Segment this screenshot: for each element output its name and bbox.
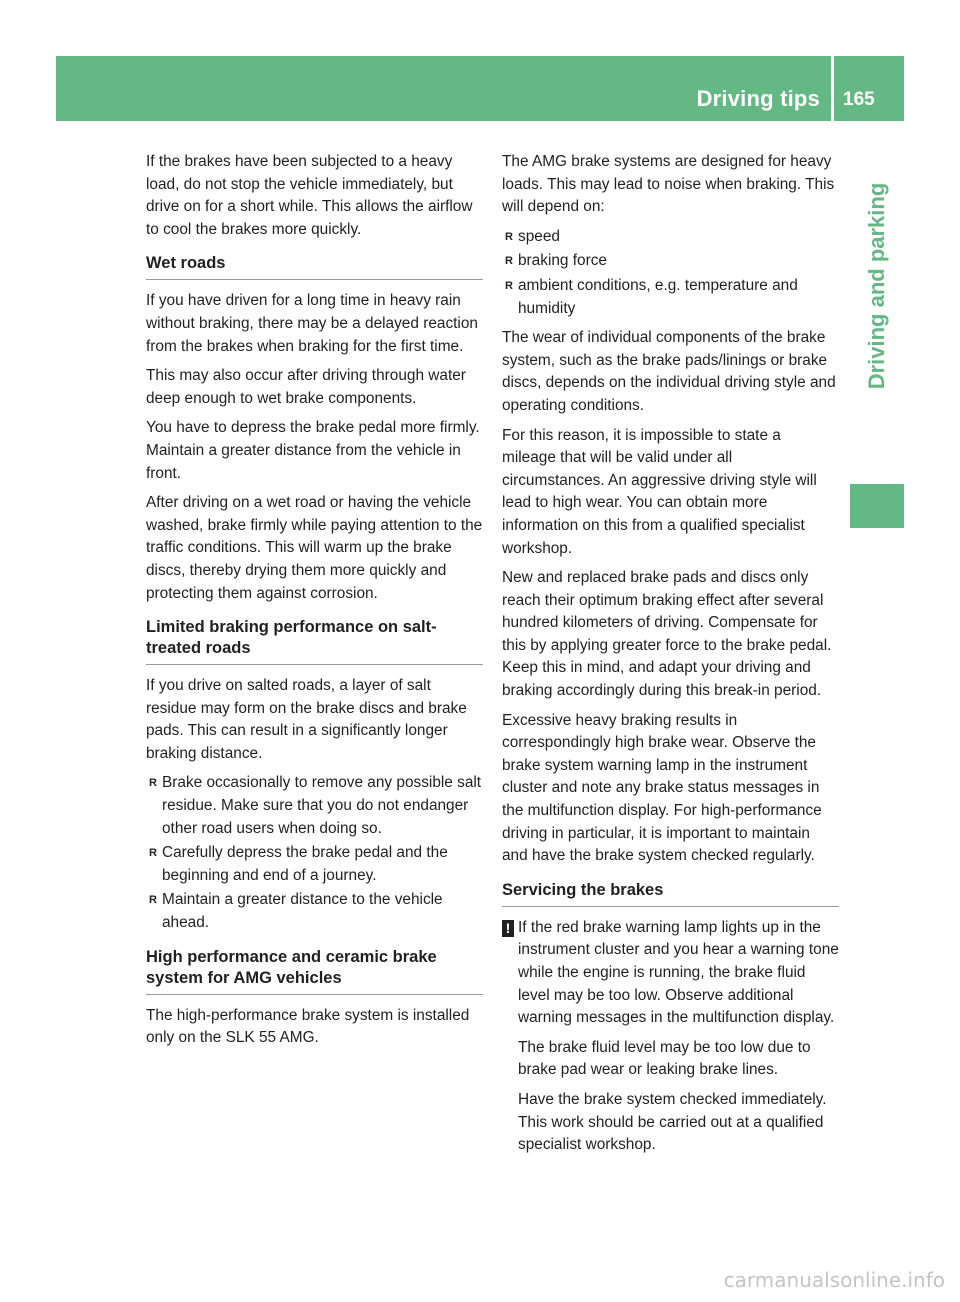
- page-number: 165: [843, 89, 875, 110]
- heading-salt-roads: Limited braking performance on salt-treated roads: [146, 617, 483, 665]
- watermark: carmanualsonline.info: [723, 1268, 945, 1292]
- intro-paragraph: If the brakes have been subjected to a heavy load, do not stop the vehicle immediately, but drive on for a short while. This allows the airflow to cool the brakes more quickly.: [146, 153, 473, 238]
- bullet-list: [146, 772, 483, 934]
- intro-paragraph: The AMG brake systems are designed for heavy loads. This may lead to noise when braking. This will depend on:: [502, 153, 835, 216]
- paragraph: After driving on a wet road or having the vehicle washed, brake firmly while paying attention to the traffic conditions. This will warm up the brake discs, thereby drying them more quickly and protecting them against corrosion.: [146, 494, 483, 602]
- paragraph: New and replaced brake pads and discs only reach their optimum braking effect after several hundred kilometers of driving. Compensate for this by applying greater force to the brake pedal. Keep this in mind, and adapt your driving and braking accordingly during this break-in period.: [502, 569, 832, 700]
- warning-paragraph: If the red brake warning lamp lights up in the instrument cluster and you hear a warning tone while the engine is running, the brake fluid level may be too low. Observe additional warning messages in the multifunction display.: [518, 918, 839, 1027]
- warning-box: [502, 917, 839, 1157]
- paragraph: Excessive heavy braking results in correspondingly high brake wear. Observe the brake system warning lamp in the instrument cluster and note any brake status messages in the multifunction display. For high-performance driving in particular, it is important to maintain and have the brake system checked regularly.: [502, 711, 822, 865]
- paragraph: The high-performance brake system is installed only on the SLK 55 AMG.: [146, 1006, 470, 1047]
- heading-amg-brakes: High performance and ceramic brake system for AMG vehicles: [146, 947, 483, 995]
- list-item: R braking force: [502, 250, 839, 273]
- paragraph: The wear of individual components of the brake system, such as the brake pads/linings or brake discs, depends on the individual driving style and operating conditions.: [502, 329, 836, 414]
- list-item: R speed: [502, 226, 839, 249]
- paragraph: If you have driven for a long time in heavy rain without braking, there may be a delayed reaction from the brakes when braking for the first time.: [146, 292, 478, 355]
- paragraph: For this reason, it is impossible to state a mileage that will be valid under all circumstances. An aggressive driving style will lead to high wear. You can obtain more information on this from a qualified specialist workshop.: [502, 426, 817, 557]
- side-tab-label: Driving and parking: [864, 182, 889, 390]
- list-item: R Maintain a greater distance to the vehicle ahead.: [146, 889, 483, 934]
- warning-paragraph: Have the brake system checked immediately. This work should be carried out at a qualified specialist workshop.: [518, 1090, 827, 1154]
- side-tab: [850, 121, 904, 451]
- heading-wet-roads: Wet roads: [146, 253, 483, 280]
- paragraph: You have to depress the brake pedal more firmly. Maintain a greater distance from the vehicle in front.: [146, 419, 480, 482]
- list-item: R Carefully depress the brake pedal and the beginning and end of a journey.: [146, 842, 483, 887]
- heading-servicing: Servicing the brakes: [502, 880, 839, 907]
- paragraph: If you drive on salted roads, a layer of salt residue may form on the brake discs and brake pads. This can result in a significantly longer braking distance.: [146, 677, 467, 762]
- paragraph: This may also occur after driving through water deep enough to wet brake components.: [146, 367, 466, 407]
- side-tab-marker: [850, 484, 904, 528]
- warning-icon: !: [502, 920, 514, 937]
- left-column: [146, 151, 483, 1057]
- list-item: R ambient conditions, e.g. temperature and humidity: [502, 275, 839, 320]
- section-title: Driving tips: [696, 86, 820, 111]
- bullet-list: [502, 226, 839, 320]
- list-item: R Brake occasionally to remove any possible salt residue. Make sure that you do not endanger other road users when doing so.: [146, 772, 483, 840]
- right-column: [502, 151, 839, 1164]
- warning-paragraph: The brake fluid level may be too low due to brake pad wear or leaking brake lines.: [518, 1038, 811, 1079]
- header-divider: [831, 56, 834, 121]
